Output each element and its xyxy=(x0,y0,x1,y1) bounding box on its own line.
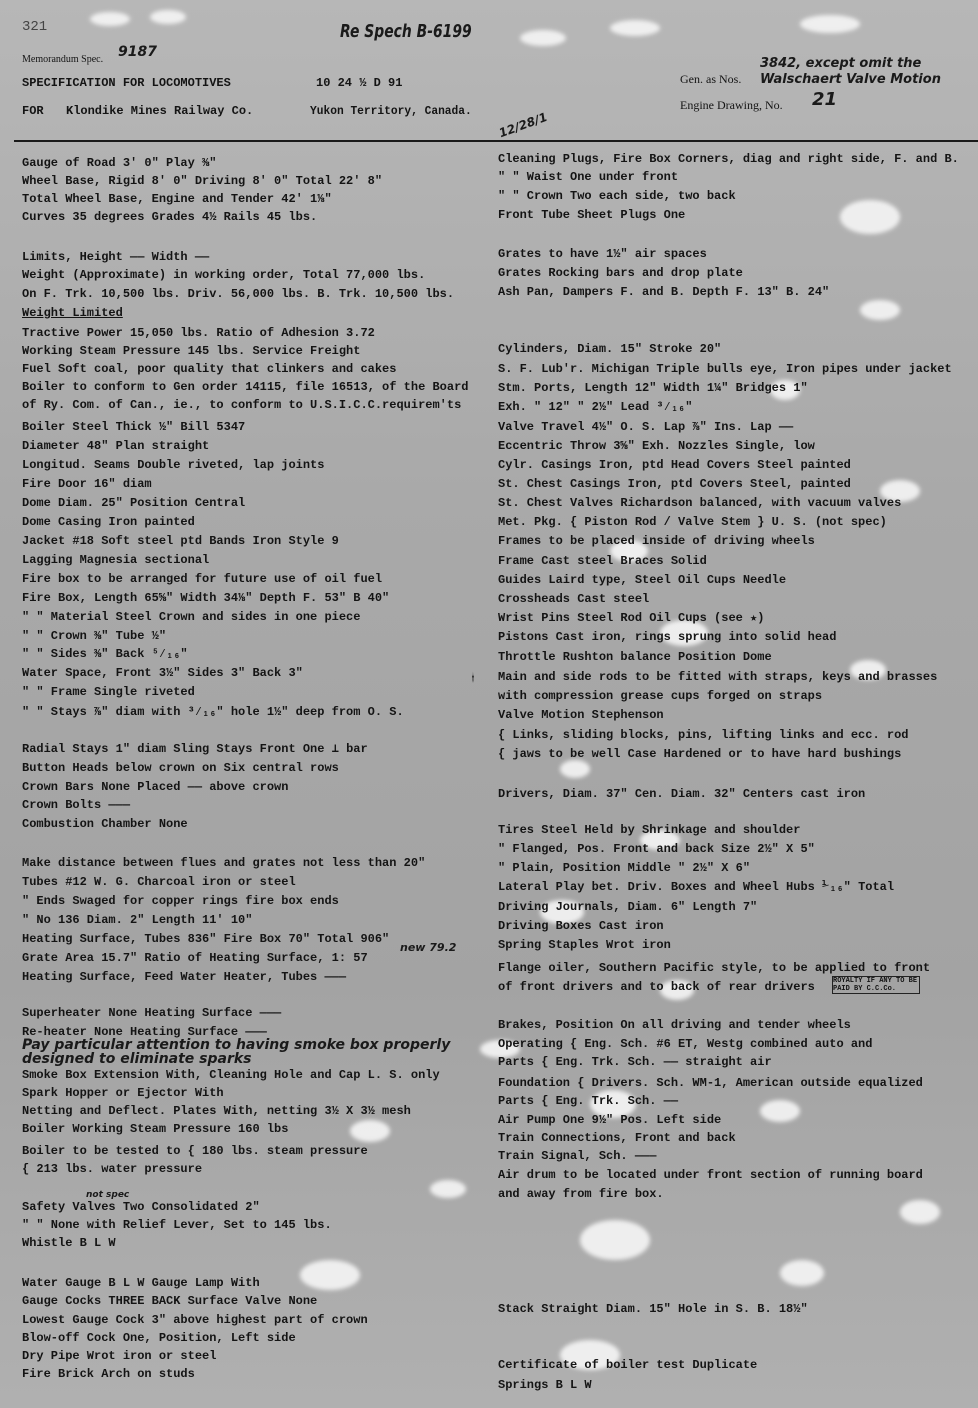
fire-door: Fire Door 16" diam xyxy=(22,477,152,491)
tractive-power: Tractive Power 15,050 lbs. Ratio of Adhesion 3.72 xyxy=(22,326,375,340)
drivers-diameter: Drivers, Diam. 37" Cen. Diam. 32" Centers cast iron xyxy=(498,787,866,801)
longitudinal-seams: Longitud. Seams Double riveted, lap joints xyxy=(22,458,325,472)
cleaning-plugs-waist: " " Waist One under front xyxy=(498,170,679,184)
memo-value: 9187 xyxy=(118,44,157,60)
sf-lubricator: S. F. Lub'r. Michigan Triple bulls eye, Iron pipes under jacket xyxy=(498,362,952,376)
throttle: Throttle Rushton balance Position Dome xyxy=(498,650,772,664)
weight-limited: Weight Limited xyxy=(22,306,123,320)
tires-plain: " Plain, Position Middle " 2½" X 6" xyxy=(498,861,751,875)
page-number: 321 xyxy=(22,19,48,35)
main-side-rods-2: with compression grease cups forged on straps xyxy=(498,689,823,703)
lateral-play: Lateral Play bet. Driv. Boxes and Wheel Hubs ⅟₁₆" Total xyxy=(498,880,895,894)
steam-ports: Stm. Ports, Length 12" Width 1¼" Bridges 1" xyxy=(498,381,808,395)
frames-note: Frames to be placed inside of driving wheels xyxy=(498,534,815,548)
memo-label: Memorandum Spec. xyxy=(22,54,104,65)
eccentric-throw: Eccentric Throw 3⅝" Exh. Nozzles Single, low xyxy=(498,439,815,453)
combustion-chamber: Combustion Chamber None xyxy=(22,817,188,831)
water-gauge: Water Gauge B L W Gauge Lamp With xyxy=(22,1276,260,1290)
flange-oiler-1: Flange oiler, Southern Pacific style, to be applied to front xyxy=(498,961,931,975)
boiler-conform-2: of Ry. Com. of Can., ie., to conform to U.S.I.C.C.requirem'ts xyxy=(22,398,462,412)
new-ratio-annotation: new 79.2 xyxy=(400,941,457,954)
driving-journals: Driving Journals, Diam. 6" Length 7" xyxy=(498,900,758,914)
stack: Stack Straight Diam. 15" Hole in S. B. 18½" xyxy=(498,1302,808,1316)
feed-water-heater: Heating Surface, Feed Water Heater, Tubes ——— xyxy=(22,970,347,984)
flue-grate-distance: Make distance between flues and grates not less than 20" xyxy=(22,856,426,870)
air-drum-2: and away from fire box. xyxy=(498,1187,664,1201)
metallic-packing: Met. Pkg. { Piston Rod / Valve Stem } U. S. (not spec) xyxy=(498,515,887,529)
boiler-material: Boiler Steel Thick ½" Bill 5347 xyxy=(22,420,246,434)
water-space-frame: " " Frame Single riveted xyxy=(22,685,195,699)
jacket: Jacket #18 Soft steel ptd Bands Iron Style 9 xyxy=(22,534,339,548)
grates: Grates Rocking bars and drop plate xyxy=(498,266,743,280)
guides: Guides Laird type, Steel Oil Cups Needle xyxy=(498,573,787,587)
radial-stays: Radial Stays 1" diam Sling Stays Front One ⊥ bar xyxy=(22,742,368,756)
handwritten-spec: Re Spech B-6199 xyxy=(340,21,472,42)
weight-total: Weight (Approximate) in working order, Total 77,000 lbs. xyxy=(22,268,426,282)
spring-staples: Spring Staples Wrot iron xyxy=(498,938,671,952)
pistons: Pistons Cast iron, rings sprung into solid head xyxy=(498,630,837,644)
tube-ends: " Ends Swaged for copper rings fire box ends xyxy=(22,894,339,908)
drawing-label: Engine Drawing, No. xyxy=(680,98,783,112)
smoke-box-note-1: Pay particular attention to having smoke box properly xyxy=(22,1037,451,1053)
for-label: FOR xyxy=(22,104,44,118)
exhaust-ports: Exh. " 12" " 2½" Lead ³⁄₁₆" xyxy=(498,400,693,414)
crown-bolts: Crown Bolts ——— xyxy=(22,798,131,812)
valve-travel: Valve Travel 4½" O. S. Lap ⅞" Ins. Lap —— xyxy=(498,420,794,434)
gen-value-2: Walschaert Valve Motion xyxy=(760,72,941,87)
tires: Tires Steel Held by Shrinkage and shoulder xyxy=(498,823,801,837)
crown-bars: Crown Bars None Placed —— above crown xyxy=(22,780,289,794)
boiler-diameter: Diameter 48" Plan straight xyxy=(22,439,210,453)
cleaning-plugs-crown: " " Crown Two each side, two back xyxy=(498,189,736,203)
water-space-stays: " " Stays ⅞" diam with ³⁄₁₆" hole 1½" deep from O. S. xyxy=(22,705,404,719)
valve-motion: Valve Motion Stephenson xyxy=(498,708,664,722)
frame: Frame Cast steel Braces Solid xyxy=(498,554,707,568)
foundation-drivers: Foundation { Drivers. Sch. WM-1, American outside equalized xyxy=(498,1076,923,1090)
springs: Springs B L W xyxy=(498,1378,592,1392)
weight-distribution: On F. Trk. 10,500 lbs. Driv. 56,000 lbs. B. Trk. 10,500 lbs. xyxy=(22,287,455,301)
gauge-cocks: Gauge Cocks THREE BACK Surface Valve None xyxy=(22,1294,318,1308)
limits-height: Limits, Height —— Width —— xyxy=(22,250,210,264)
tube-number: " No 136 Diam. 2" Length 11' 10" xyxy=(22,913,253,927)
company-name: Klondike Mines Railway Co. xyxy=(66,104,254,118)
front-tube-sheet-plugs: Front Tube Sheet Plugs One xyxy=(498,208,686,222)
brakes-position: Brakes, Position On all driving and tender wheels xyxy=(498,1018,851,1032)
air-pump: Air Pump One 9½" Pos. Left side xyxy=(498,1113,722,1127)
fire-box-crown: " " Crown ⅜" Tube ½" xyxy=(22,629,167,643)
grate-area: Grate Area 15.7" Ratio of Heating Surface, 1: 57 xyxy=(22,951,368,965)
gauge-of-road: Gauge of Road 3' 0" Play ⅜" xyxy=(22,156,217,170)
train-connections: Train Connections, Front and back xyxy=(498,1131,736,1145)
cleaning-plugs-fire-box: Cleaning Plugs, Fire Box Corners, diag and right side, F. and B. xyxy=(498,152,959,166)
working-steam-pressure: Working Steam Pressure 145 lbs. Service Freight xyxy=(22,344,361,358)
heating-surface: Heating Surface, Tubes 836" Fire Box 70" Total 906" xyxy=(22,932,390,946)
header-rule xyxy=(14,140,978,142)
curves-grades: Curves 35 degrees Grades 4½ Rails 45 lbs. xyxy=(22,210,318,224)
superheater: Superheater None Heating Surface ——— xyxy=(22,1006,282,1020)
fire-box-material: " " Material Steel Crown and sides in one piece xyxy=(22,610,361,624)
fuel: Fuel Soft coal, poor quality that clinkers and cakes xyxy=(22,362,397,376)
steam-chest-casings: St. Chest Casings Iron, ptd Covers Steel, painted xyxy=(498,477,851,491)
fire-brick: Fire Brick Arch on studs xyxy=(22,1367,195,1381)
fire-box-oil-note: Fire box to be arranged for future use of oil fuel xyxy=(22,572,383,586)
boiler-test-certificate: Certificate of boiler test Duplicate xyxy=(498,1358,758,1372)
lagging: Lagging Magnesia sectional xyxy=(22,553,210,567)
button-heads: Button Heads below crown on Six central rows xyxy=(22,761,339,775)
total-wheel-base: Total Wheel Base, Engine and Tender 42' 1⅛" xyxy=(22,192,332,206)
operating-eng-trk: Parts { Eng. Trk. Sch. —— straight air xyxy=(498,1055,772,1069)
ash-pan-dampers: Ash Pan, Dampers F. and B. Depth F. 13" B. 24" xyxy=(498,285,830,299)
reheater: Re-heater None Heating Surface ——— xyxy=(22,1025,267,1039)
document-title: SPECIFICATION FOR LOCOMOTIVES xyxy=(22,76,231,90)
wrist-pins: Wrist Pins Steel Rod Oil Cups (see ★) xyxy=(498,611,765,625)
dome-diameter: Dome Diam. 25" Position Central xyxy=(22,496,246,510)
cylinder-casings: Cylr. Casings Iron, ptd Head Covers Steel painted xyxy=(498,458,851,472)
foundation-eng-trk: Parts { Eng. Trk. Sch. —— xyxy=(498,1094,679,1108)
dry-pipe: Dry Pipe Wrot iron or steel xyxy=(22,1349,217,1363)
flange-oiler-2: of front drivers and to back of rear drivers xyxy=(498,980,815,994)
smoke-box-note-2: designed to eliminate sparks xyxy=(22,1051,252,1067)
not-spec-annotation: not spec xyxy=(86,1190,130,1200)
tires-flanged: " Flanged, Pos. Front and back Size 2½" X 5" xyxy=(498,842,815,856)
handwritten-date: 12/28/1 xyxy=(496,109,550,141)
lowest-gauge-cock: Lowest Gauge Cock 3" above highest part of crown xyxy=(22,1313,368,1327)
class-code: 10 24 ½ D 91 xyxy=(316,76,403,90)
air-drum-1: Air drum to be located under front section of running board xyxy=(498,1168,923,1182)
drawing-value: 21 xyxy=(812,89,838,110)
smoke-box-extension: Smoke Box Extension With, Cleaning Hole and Cap L. S. only xyxy=(22,1068,440,1082)
spark-hopper: Spark Hopper or Ejector With xyxy=(22,1086,224,1100)
whistle: Whistle B L W xyxy=(22,1236,116,1250)
jaws-case-hardened: { jaws to be well Case Hardened or to have hard bushings xyxy=(498,747,902,761)
royalty-stamp: ROYALTY IF ANY TO BE PAID BY C.C.Co. xyxy=(832,976,920,994)
grates-air-spaces: Grates to have 1½" air spaces xyxy=(498,247,707,261)
water-space-front: Water Space, Front 3½" Sides 3" Back 3" xyxy=(22,666,303,680)
dome-casing: Dome Casing Iron painted xyxy=(22,515,195,529)
safety-valves: Safety Valves Two Consolidated 2" xyxy=(22,1200,260,1214)
operating-eng-sch: Operating { Eng. Sch. #6 ET, Westg combined auto and xyxy=(498,1037,873,1051)
netting-plates: Netting and Deflect. Plates With, netting 3½ X 3½ mesh xyxy=(22,1104,411,1118)
boiler-test-water: { 213 lbs. water pressure xyxy=(22,1162,203,1176)
crossheads: Crossheads Cast steel xyxy=(498,592,650,606)
tubes: Tubes #12 W. G. Charcoal iron or steel xyxy=(22,875,296,889)
train-signal: Train Signal, Sch. ——— xyxy=(498,1149,657,1163)
blow-off-cock: Blow-off Cock One, Position, Left side xyxy=(22,1331,296,1345)
star-icon: ★ xyxy=(471,665,474,690)
boiler-conform-1: Boiler to conform to Gen order 14115, file 16513, of the Board xyxy=(22,380,469,394)
boiler-test-steam: Boiler to be tested to { 180 lbs. steam pressure xyxy=(22,1144,368,1158)
gen-label: Gen. as Nos. xyxy=(680,72,742,86)
main-side-rods-1: Main and side rods to be fitted with straps, keys and brasses xyxy=(498,670,938,684)
wheel-base-rigid: Wheel Base, Rigid 8' 0" Driving 8' 0" Total 22' 8" xyxy=(22,174,383,188)
links-blocks: { Links, sliding blocks, pins, lifting links and ecc. rod xyxy=(498,728,909,742)
relief-lever: " " None with Relief Lever, Set to 145 lbs. xyxy=(22,1218,332,1232)
fire-box-length: Fire Box, Length 65⅝" Width 34⅛" Depth F. 53" B 40" xyxy=(22,591,390,605)
driving-boxes: Driving Boxes Cast iron xyxy=(498,919,664,933)
company-location: Yukon Territory, Canada. xyxy=(310,104,472,118)
fire-box-sides: " " Sides ⅜" Back ⁵⁄₁₆" xyxy=(22,647,188,661)
steam-chest-valves: St. Chest Valves Richardson balanced, with vacuum valves xyxy=(498,496,902,510)
gen-value: 3842, except omit the xyxy=(760,56,922,71)
boiler-working-pressure: Boiler Working Steam Pressure 160 lbs xyxy=(22,1122,289,1136)
cylinders: Cylinders, Diam. 15" Stroke 20" xyxy=(498,342,722,356)
